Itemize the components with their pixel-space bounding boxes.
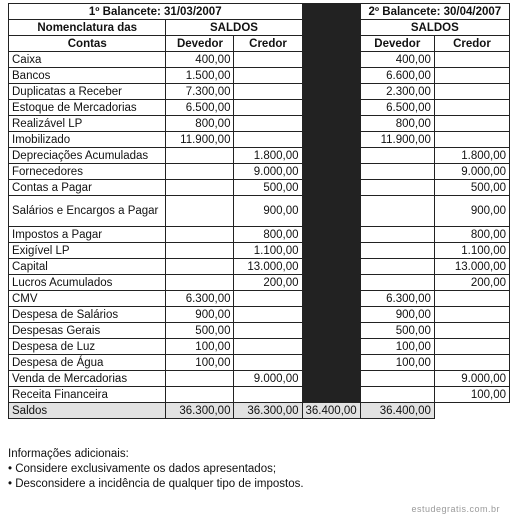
- devedor-2-cell: 500,00: [360, 323, 434, 339]
- credor-2-cell: 500,00: [434, 180, 509, 196]
- account-name-cell: Depreciações Acumuladas: [9, 148, 166, 164]
- account-name-cell: CMV: [9, 291, 166, 307]
- devedor-1-cell: 500,00: [166, 323, 234, 339]
- credor-2-cell: [434, 339, 509, 355]
- table-row: [9, 164, 510, 180]
- account-name-cell: Saldos: [9, 403, 166, 419]
- additional-notes: [8, 447, 304, 492]
- credor-heading-1: Credor: [234, 36, 302, 52]
- credor-1-cell: [234, 68, 302, 84]
- account-name-cell: Fornecedores: [9, 164, 166, 180]
- account-name-cell: Despesa de Água: [9, 355, 166, 371]
- credor-1-cell: 9.000,00: [234, 371, 302, 387]
- credor-1-cell: [234, 339, 302, 355]
- balancete-2-heading: 2º Balancete: 30/04/2007: [360, 4, 509, 20]
- table-row: [9, 116, 510, 132]
- devedor-2-cell: 11.900,00: [360, 132, 434, 148]
- balancete-1-heading: 1º Balancete: 31/03/2007: [9, 4, 303, 20]
- devedor-1-cell: [166, 243, 234, 259]
- devedor-1-cell: [166, 164, 234, 180]
- credor-2-cell: 100,00: [434, 387, 509, 403]
- devedor-1-cell: [166, 180, 234, 196]
- devedor-2-cell: 6.600,00: [360, 68, 434, 84]
- devedor-2-cell: [360, 148, 434, 164]
- table-row: [9, 323, 510, 339]
- credor-1-cell: [234, 307, 302, 323]
- credor-2-cell: 13.000,00: [434, 259, 509, 275]
- credor-1-cell: [234, 323, 302, 339]
- account-name-cell: Estoque de Mercadorias: [9, 100, 166, 116]
- note-item: • Considere exclusivamente os dados apresentados;: [8, 463, 277, 475]
- account-name-cell: Exigível LP: [9, 243, 166, 259]
- table-row: [9, 275, 510, 291]
- credor-2-cell: [434, 100, 509, 116]
- devedor-1-cell: 11.900,00: [166, 132, 234, 148]
- table-row: [9, 100, 510, 116]
- table-row: [9, 291, 510, 307]
- credor-2-cell: 9.000,00: [434, 371, 509, 387]
- devedor-2-cell: 36.400,00: [302, 403, 360, 419]
- devedor-1-cell: [166, 387, 234, 403]
- devedor-2-cell: 2.300,00: [360, 84, 434, 100]
- devedor-1-cell: 100,00: [166, 355, 234, 371]
- devedor-1-cell: 100,00: [166, 339, 234, 355]
- devedor-2-cell: 800,00: [360, 116, 434, 132]
- devedor-2-cell: [360, 196, 434, 227]
- devedor-1-cell: 900,00: [166, 307, 234, 323]
- table-row: [9, 68, 510, 84]
- devedor-2-cell: [360, 275, 434, 291]
- nomenclatura-heading: Nomenclatura das: [9, 20, 166, 36]
- credor-2-cell: [434, 84, 509, 100]
- table-row: [9, 259, 510, 275]
- credor-1-cell: [234, 100, 302, 116]
- credor-2-cell: 1.800,00: [434, 148, 509, 164]
- devedor-1-cell: 7.300,00: [166, 84, 234, 100]
- devedor-1-cell: 36.300,00: [166, 403, 234, 419]
- header-row-saldos: [9, 20, 510, 36]
- account-name-cell: Contas a Pagar: [9, 180, 166, 196]
- account-name-cell: Despesas Gerais: [9, 323, 166, 339]
- credor-2-cell: 900,00: [434, 196, 509, 227]
- devedor-2-cell: 900,00: [360, 307, 434, 323]
- account-name-cell: Despesa de Salários: [9, 307, 166, 323]
- saldos-heading-1: SALDOS: [166, 20, 302, 36]
- credor-2-cell: [434, 355, 509, 371]
- account-name-cell: Impostos a Pagar: [9, 227, 166, 243]
- account-name-cell: Capital: [9, 259, 166, 275]
- table-row: [9, 227, 510, 243]
- account-name-cell: Receita Financeira: [9, 387, 166, 403]
- balancete-table: [8, 3, 510, 419]
- credor-2-cell: [434, 132, 509, 148]
- credor-heading-2: Credor: [434, 36, 509, 52]
- credor-2-cell: [434, 68, 509, 84]
- credor-1-cell: 13.000,00: [234, 259, 302, 275]
- credor-1-cell: [234, 355, 302, 371]
- devedor-2-cell: 400,00: [360, 52, 434, 68]
- devedor-2-cell: 100,00: [360, 355, 434, 371]
- account-name-cell: Salários e Encargos a Pagar: [9, 196, 166, 227]
- credor-1-cell: 9.000,00: [234, 164, 302, 180]
- credor-1-cell: [234, 132, 302, 148]
- table-row: [9, 148, 510, 164]
- devedor-1-cell: 800,00: [166, 116, 234, 132]
- credor-2-cell: 9.000,00: [434, 164, 509, 180]
- devedor-1-cell: [166, 259, 234, 275]
- credor-2-cell: 1.100,00: [434, 243, 509, 259]
- column-divider: [302, 4, 360, 403]
- saldos-heading-2: SALDOS: [360, 20, 509, 36]
- table-row: [9, 243, 510, 259]
- credor-1-cell: [234, 116, 302, 132]
- devedor-1-cell: [166, 275, 234, 291]
- header-row-columns: [9, 36, 510, 52]
- devedor-2-cell: [360, 227, 434, 243]
- notes-heading: Informações adicionais:: [8, 448, 129, 460]
- table-row: [9, 180, 510, 196]
- account-name-cell: Realizável LP: [9, 116, 166, 132]
- devedor-heading-1: Devedor: [166, 36, 234, 52]
- account-name-cell: Caixa: [9, 52, 166, 68]
- devedor-1-cell: 400,00: [166, 52, 234, 68]
- credor-2-cell: 800,00: [434, 227, 509, 243]
- table-row: [9, 387, 510, 403]
- table-row: [9, 84, 510, 100]
- devedor-2-cell: [360, 371, 434, 387]
- devedor-1-cell: 1.500,00: [166, 68, 234, 84]
- credor-2-cell: [434, 307, 509, 323]
- devedor-2-cell: 6.500,00: [360, 100, 434, 116]
- account-name-cell: Venda de Mercadorias: [9, 371, 166, 387]
- credor-1-cell: 36.300,00: [234, 403, 302, 419]
- devedor-1-cell: 6.300,00: [166, 291, 234, 307]
- table-row: [9, 371, 510, 387]
- devedor-2-cell: [360, 180, 434, 196]
- credor-2-cell: 200,00: [434, 275, 509, 291]
- credor-1-cell: [234, 291, 302, 307]
- devedor-1-cell: [166, 196, 234, 227]
- account-name-cell: Duplicatas a Receber: [9, 84, 166, 100]
- devedor-1-cell: 6.500,00: [166, 100, 234, 116]
- credor-2-cell: [434, 52, 509, 68]
- credor-1-cell: 200,00: [234, 275, 302, 291]
- devedor-2-cell: [360, 259, 434, 275]
- credor-1-cell: 800,00: [234, 227, 302, 243]
- header-row-balancetes: [9, 4, 510, 20]
- credor-1-cell: [234, 84, 302, 100]
- credor-2-cell: [434, 291, 509, 307]
- credor-2-cell: 36.400,00: [360, 403, 434, 419]
- credor-2-cell: [434, 116, 509, 132]
- table-row: [9, 339, 510, 355]
- credor-1-cell: [234, 387, 302, 403]
- note-item: • Desconsidere a incidência de qualquer tipo de impostos.: [8, 478, 304, 490]
- credor-1-cell: 1.100,00: [234, 243, 302, 259]
- devedor-1-cell: [166, 148, 234, 164]
- contas-heading: Contas: [9, 36, 166, 52]
- account-name-cell: Lucros Acumulados: [9, 275, 166, 291]
- credor-1-cell: [234, 52, 302, 68]
- watermark: estudegratis.com.br: [411, 504, 500, 514]
- devedor-2-cell: 100,00: [360, 339, 434, 355]
- table-row: [9, 196, 510, 227]
- table-row: [9, 132, 510, 148]
- table-row: [9, 355, 510, 371]
- devedor-2-cell: [360, 164, 434, 180]
- devedor-2-cell: 6.300,00: [360, 291, 434, 307]
- account-name-cell: Imobilizado: [9, 132, 166, 148]
- devedor-2-cell: [360, 243, 434, 259]
- devedor-2-cell: [360, 387, 434, 403]
- credor-2-cell: [434, 323, 509, 339]
- table-row: [9, 307, 510, 323]
- totals-row: [9, 403, 510, 419]
- credor-1-cell: 500,00: [234, 180, 302, 196]
- credor-1-cell: 1.800,00: [234, 148, 302, 164]
- devedor-heading-2: Devedor: [360, 36, 434, 52]
- table-row: [9, 52, 510, 68]
- account-name-cell: Bancos: [9, 68, 166, 84]
- account-name-cell: Despesa de Luz: [9, 339, 166, 355]
- credor-1-cell: 900,00: [234, 196, 302, 227]
- devedor-1-cell: [166, 371, 234, 387]
- devedor-1-cell: [166, 227, 234, 243]
